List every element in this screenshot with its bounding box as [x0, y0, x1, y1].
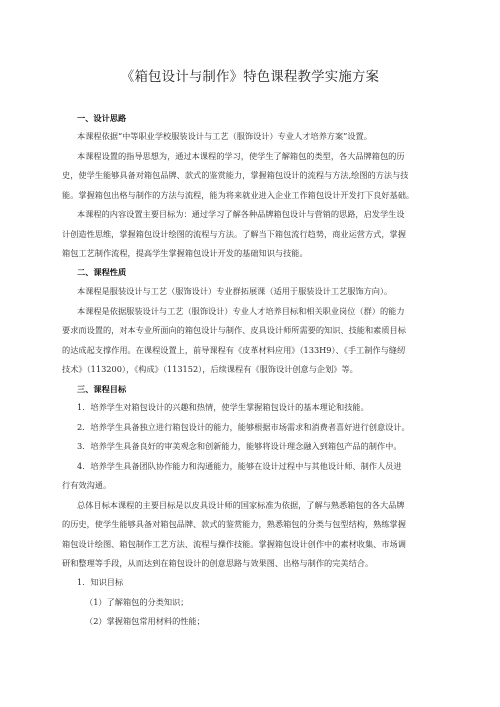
paragraph-line: 研和整理等手段，从而达到在箱包设计的创意思路与效果图、出格与制作的完美结合。 — [62, 558, 374, 568]
section-heading: 三、课程目标 — [77, 384, 127, 394]
list-item: （1）了解箱包的分类知识； — [85, 597, 189, 607]
section-heading: 一、设计思路 — [77, 113, 127, 123]
paragraph-line: 本课程是服装设计与工艺（服饰设计）专业群拓展课（适用于服装设计工艺服饰方向）。 — [77, 286, 393, 296]
document-title: 《箱包设计与制作》特色课程教学实施方案 — [120, 70, 380, 85]
list-item: 1．知识目标 — [77, 577, 124, 587]
list-item: 2．培养学生具备独立进行箱包设计的能力，能够根据市场需求和消费者喜好进行创意设计。 — [77, 422, 410, 432]
paragraph-line: 计创造性思维，掌握箱包设计绘图的流程与方法。了解当下箱包流行趋势，商业运营方式，掌握 — [62, 229, 406, 239]
paragraph-line: 行有效沟通。 — [62, 480, 112, 490]
paragraph-line: 史，使学生能够具备对箱包品牌、款式的鉴赏能力，掌握箱包设计的流程与方法,绘图的方法与技 — [62, 170, 409, 180]
list-item: 1．培养学生对箱包设计的兴趣和热情，使学生掌握箱包设计的基本理论和技能。 — [77, 402, 369, 412]
paragraph-line: 本课程设置的指导思想为，通过本课程的学习，使学生了解箱包的类型，各大品牌箱包的历 — [77, 151, 405, 161]
paragraph-line: 本课程是依据服装设计与工艺（服饰设计）专业人才培养目标和相关职业岗位（群）的能力 — [77, 306, 405, 316]
paragraph-line: 总体目标本课程的主要目标是以皮具设计师的国家标准为依据，了解与熟悉箱包的各大品牌 — [77, 500, 405, 510]
list-item: 3．培养学生具备良好的审美观念和创新能力，能够将设计理念融入到箱包产品的制作中。 — [77, 441, 402, 451]
paragraph-line: 要求而设置的，对本专业所面向的箱包设计与制作、皮具设计师所需要的知识、技能和素质目标 — [62, 325, 406, 335]
paragraph-line: 本课程依据“中等职业学校服装设计与工艺（服饰设计）专业人才培养方案”设置。 — [77, 131, 372, 141]
section-heading: 二、课程性质 — [77, 267, 127, 277]
paragraph-line: 的历史，使学生能够具备对箱包品牌、款式的鉴赏能力，熟悉箱包的分类与包型结构，熟练掌握 — [62, 519, 406, 529]
paragraph-line: 能。掌握箱包出格与制作的方法与流程，能为将来就业进入企业工作箱包设计开发打下良好基础。 — [62, 190, 415, 200]
paragraph-line: 箱包设计绘图、箱包制作工艺方法、流程与操作技能。掌握箱包设计创作中的素材收集、市场调 — [62, 539, 406, 549]
paragraph-line: 技术》（113200），《构成》（113152），后续课程有《服饰设计创意与企划》等。 — [62, 364, 358, 374]
list-item: 4．培养学生具备团队协作能力和沟通能力，能够在设计过程中与其他设计师、制作人员进 — [77, 461, 402, 471]
paragraph-line: 本课程的内容设置主要目标为：通过学习了解各种品牌箱包设计与营销的思路，启发学生设 — [77, 209, 405, 219]
paragraph-line: 箱包工艺制作流程，提高学生掌握箱包设计开发的基础知识与技能。 — [62, 248, 308, 258]
list-item: （2）掌握箱包常用材料的性能； — [85, 616, 205, 626]
paragraph-line: 的达成起支撑作用。在课程设置上，前导课程有《皮革材料应用》（133H9）、《手工制作与缝纫 — [62, 345, 406, 355]
